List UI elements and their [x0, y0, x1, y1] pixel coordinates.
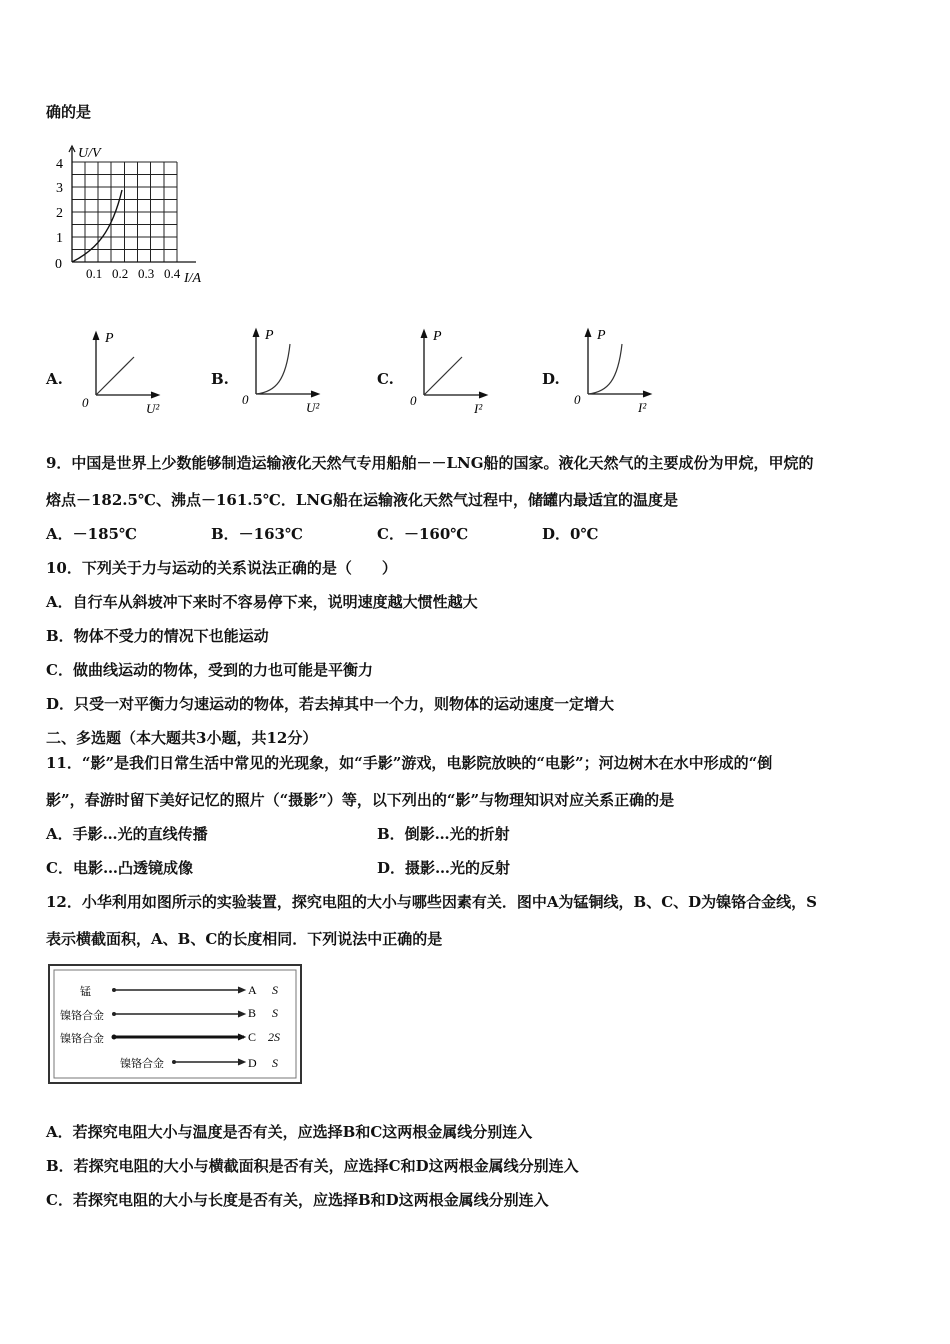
wire-c-label: C [248, 1030, 257, 1044]
option-b-origin: 0 [242, 392, 249, 407]
wire-a-material: 锰 [80, 986, 91, 998]
wire-d-label: D [248, 1056, 257, 1070]
q11-option-a[interactable]: A．手影…光的直线传播 [46, 825, 208, 843]
ui-graph-ytick: 2 [56, 206, 63, 221]
ui-graph-xlabel: I/A [184, 271, 202, 286]
wire-a-label: A [248, 983, 257, 997]
q11-stem-line1: 11．“影”是我们日常生活中常见的光现象，如“手影”游戏，电影院放映的“电影”；河边树木在水中形成的“倒 [46, 754, 773, 772]
wire-b-label: B [248, 1006, 257, 1020]
q9-option-c[interactable]: C．－160℃ [377, 525, 469, 543]
ui-graph-ytick: 3 [56, 181, 63, 196]
q8-stem-tail: 确的是 [46, 103, 92, 121]
q8-option-a-graph [78, 325, 178, 420]
ui-graph-origin: 0 [55, 257, 62, 272]
q8-option-letter-a[interactable]: A. [46, 370, 63, 388]
ui-graph-xtick: 0.1 [86, 266, 103, 281]
option-a-origin: 0 [82, 395, 89, 410]
ui-graph-xtick: 0.4 [164, 266, 181, 281]
option-a-xlabel: U² [146, 401, 160, 416]
q11-stem-line2: 影”，春游时留下美好记忆的照片（“摄影”）等，以下列出的“影”与物理知识对应关系正确的是 [46, 791, 675, 809]
q10-option-c[interactable]: C．做曲线运动的物体，受到的力也可能是平衡力 [46, 661, 373, 679]
ui-graph-ytick: 1 [56, 231, 63, 246]
q8-option-b-graph [238, 322, 338, 417]
ui-graph-xtick: 0.3 [138, 266, 155, 281]
option-b-ylabel: P [265, 328, 274, 343]
q8-ui-graph [46, 140, 226, 290]
wire-a-area: S [272, 983, 278, 997]
ui-graph-xtick: 0.2 [112, 266, 129, 281]
q10-option-a[interactable]: A．自行车从斜坡冲下来时不容易停下来，说明速度越大惯性越大 [46, 593, 478, 611]
q12-stem-line1: 12．小华利用如图所示的实验装置，探究电阻的大小与哪些因素有关．图中A为锰铜线，B、C、D为镍铬合金线，S [46, 893, 817, 911]
q9-option-a[interactable]: A．－185℃ [46, 525, 137, 543]
option-d-ylabel: P [597, 328, 606, 343]
wire-b-area: S [272, 1006, 278, 1020]
q9-stem-line2: 熔点－182.5℃、沸点－161.5℃．LNG船在运输液化天然气过程中，储罐内最适宜的温度是 [46, 491, 678, 509]
q11-option-c[interactable]: C．电影…凸透镜成像 [46, 859, 193, 877]
option-d-xlabel: I² [638, 400, 647, 415]
option-a-ylabel: P [105, 331, 114, 346]
q8-option-letter-d[interactable]: D. [542, 370, 560, 388]
q12-option-a[interactable]: A．若探究电阻大小与温度是否有关，应选择B和C这两根金属线分别连入 [46, 1123, 533, 1141]
q10-option-b[interactable]: B．物体不受力的情况下也能运动 [46, 627, 269, 645]
ui-graph-ytick: 4 [56, 157, 63, 172]
q10-stem: 10．下列关于力与运动的关系说法正确的是（ ） [46, 559, 397, 577]
wire-c-material: 镍铬合金 [60, 1033, 104, 1045]
wire-c-area: 2S [268, 1030, 280, 1044]
q9-option-d[interactable]: D．0℃ [542, 525, 599, 543]
q12-stem-line2: 表示横截面积，A、B、C的长度相同．下列说法中正确的是 [46, 930, 443, 948]
q10-option-d[interactable]: D．只受一对平衡力匀速运动的物体，若去掉其中一个力，则物体的运动速度一定增大 [46, 695, 615, 713]
option-c-origin: 0 [410, 393, 417, 408]
option-c-ylabel: P [433, 329, 442, 344]
q11-option-b[interactable]: B．倒影…光的折射 [377, 825, 510, 843]
q11-option-d[interactable]: D．摄影…光的反射 [377, 859, 511, 877]
q8-option-letter-c[interactable]: C. [377, 370, 394, 388]
option-c-xlabel: I² [474, 401, 483, 416]
q12-option-c[interactable]: C．若探究电阻的大小与长度是否有关，应选择B和D这两根金属线分别连入 [46, 1191, 549, 1209]
ui-graph-ylabel: U/V [78, 146, 101, 161]
q12-option-b[interactable]: B．若探究电阻的大小与横截面积是否有关，应选择C和D这两根金属线分别连入 [46, 1157, 579, 1175]
q8-option-d-graph [570, 322, 670, 417]
q8-option-c-graph [406, 323, 506, 418]
q12-wire-apparatus [48, 964, 304, 1086]
option-d-origin: 0 [574, 392, 581, 407]
section-2-heading: 二、多选题（本大题共3小题，共12分） [46, 729, 318, 747]
option-b-xlabel: U² [306, 400, 320, 415]
q8-option-letter-b[interactable]: B. [211, 370, 229, 388]
wire-d-area: S [272, 1056, 278, 1070]
wire-b-material: 镍铬合金 [60, 1010, 104, 1022]
q9-option-b[interactable]: B．－163℃ [211, 525, 303, 543]
q9-stem-line1: 9．中国是世界上少数能够制造运输液化天然气专用船舶－－LNG船的国家。液化天然气的主要成份为甲烷，甲烷的 [46, 454, 814, 472]
wire-d-material: 镍铬合金 [120, 1058, 164, 1070]
